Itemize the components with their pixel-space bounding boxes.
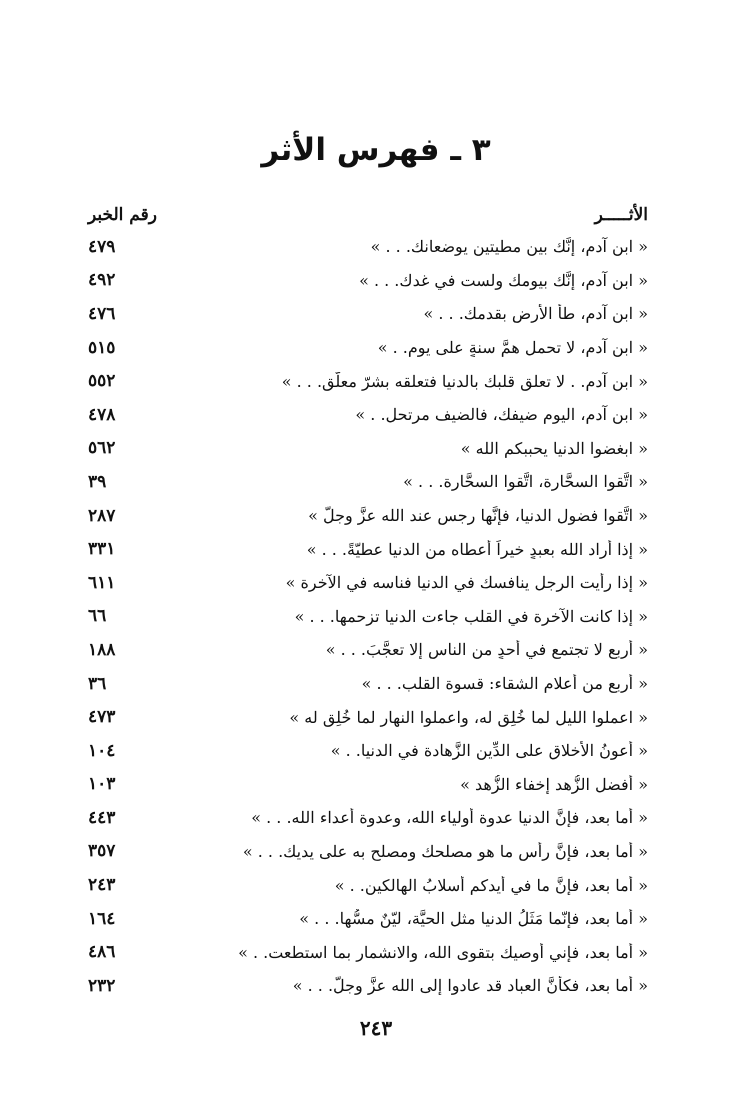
index-entry xyxy=(88,969,648,1003)
index-entry xyxy=(88,768,648,802)
index-entry xyxy=(88,700,648,734)
index-entry xyxy=(88,230,648,264)
entry-number: ٢٨٧ xyxy=(88,505,116,526)
index-entry xyxy=(88,868,648,902)
page-title: ٣ ـ فهرس الأثر xyxy=(261,132,491,168)
entry-text: « ابن آدم. . لا تعلق قلبك بالدنيا فتعلقه بشرّ معلّق. . . » xyxy=(281,371,648,391)
number-column-header: رقم الخبر xyxy=(88,205,157,225)
index-entry xyxy=(88,935,648,969)
index-entry xyxy=(88,600,648,634)
entry-text: « ابغضوا الدنيا يحببكم الله » xyxy=(460,438,648,458)
entry-number: ٤٧٨ xyxy=(88,404,116,425)
entry-text: « أما بعد، فإني أوصيك بتقوى الله، والانشمار بما استطعت. . » xyxy=(238,942,648,962)
entry-text: « أعونُ الأخلاق على الدِّين الزَّهادة في الدنيا. . » xyxy=(330,741,648,761)
entry-number: ١٦٤ xyxy=(88,908,116,929)
index-entry xyxy=(88,902,648,936)
entry-number: ٥١٥ xyxy=(88,337,116,358)
entry-number: ٤٤٣ xyxy=(88,807,116,828)
entry-number: ٣٥٧ xyxy=(88,841,116,862)
entry-text: « أربع من أعلام الشقاء: قسوة القلب. . . » xyxy=(361,674,648,694)
index-entry xyxy=(88,835,648,869)
index-entry xyxy=(88,532,648,566)
entry-text: « اتَّقوا فضول الدنيا، فإنَّها رجس عند الله عزَّ وجلَّ » xyxy=(308,506,648,526)
index-entry xyxy=(88,364,648,398)
index-entry xyxy=(88,398,648,432)
entry-number: ٤٧٣ xyxy=(88,707,116,728)
entry-text: « إذا أراد الله بعبدٍ خيراً أعطاه من الدنيا عطيّةً. . . » xyxy=(306,539,648,559)
entry-text: « أربع لا تجتمع في أحدٍ من الناس إلا تعجَّبَ. . . » xyxy=(325,640,648,660)
athar-column-header: الأثـــــر xyxy=(594,205,648,225)
page-number: ٢٤٣ xyxy=(359,1016,393,1040)
index-entry xyxy=(88,432,648,466)
entry-number: ٣٩ xyxy=(88,471,107,492)
column-header-row xyxy=(88,202,648,228)
entry-number: ١٠٤ xyxy=(88,740,116,761)
entry-text: « إذا رأيت الرجل ينافسك في الدنيا فناسه في الآخرة » xyxy=(285,573,648,593)
index-entry xyxy=(88,667,648,701)
index-entry xyxy=(88,331,648,365)
entry-text: « ابن آدم، طأ الأرض بقدمك. . . » xyxy=(423,304,648,324)
entry-text: « ابن آدم، إنَّك بين مطيتين يوضعانك. . . » xyxy=(370,237,648,257)
index-entry xyxy=(88,566,648,600)
index-entry xyxy=(88,633,648,667)
entry-number: ٥٦٢ xyxy=(88,438,116,459)
entry-text: « أما بعد، فإنَّ الدنيا عدوة أولياء الله، وعدوة أعداء الله. . . » xyxy=(251,808,648,828)
entry-number: ٣٣١ xyxy=(88,539,116,560)
index-entry xyxy=(88,499,648,533)
entry-text: « إذا كانت الآخرة في القلب جاءت الدنيا تزحمها. . . » xyxy=(294,606,648,626)
entry-number: ٤٨٦ xyxy=(88,942,116,963)
entry-text: « ابن آدم، لا تحمل همَّ سنةٍ على يوم. . » xyxy=(377,338,648,358)
entry-number: ٥٥٢ xyxy=(88,371,116,392)
entry-number: ٦٦ xyxy=(88,606,107,627)
entry-number: ١٠٣ xyxy=(88,774,116,795)
index-entry xyxy=(88,264,648,298)
entry-number: ٤٩٢ xyxy=(88,270,116,291)
entry-text: « أما بعد، فإنَّ ما في أيدكم أسلابُ الهالكين. . » xyxy=(334,875,648,895)
entry-number: ٢٤٣ xyxy=(88,875,116,896)
index-entry xyxy=(88,801,648,835)
entry-text: « ابن آدم، إنَّك بيومك ولست في غدك. . . » xyxy=(359,270,648,290)
entry-number: ٢٣٢ xyxy=(88,975,116,996)
index-entry xyxy=(88,465,648,499)
index-entry xyxy=(88,734,648,768)
entry-number: ٤٧٩ xyxy=(88,236,116,257)
entry-number: ٦١١ xyxy=(88,572,116,593)
entry-number: ٤٧٦ xyxy=(88,303,116,324)
entry-text: « أما بعد، فإنَّ رأس ما هو مصلحك ومصلح به على يديك. . . » xyxy=(242,841,648,861)
athar-index-list xyxy=(88,230,648,1003)
entry-number: ٣٦ xyxy=(88,673,107,694)
entry-text: « اتَّقوا السحَّارة، اتَّقوا السحَّارة. . . » xyxy=(403,472,648,492)
entry-text: « اعملوا الليل لما خُلِق له، واعملوا النهار لما خُلِق له » xyxy=(289,707,648,727)
entry-text: « أفضل الزُّهد إخفاء الزُّهد » xyxy=(460,774,648,794)
entry-text: « أما بعد، فكأنَّ العباد قد عادوا إلى الله عزَّ وجلَّ. . . » xyxy=(292,976,648,996)
entry-text: « ابن آدم، اليوم ضيفك، فالضيف مرتحل. . » xyxy=(355,405,648,425)
index-entry xyxy=(88,297,648,331)
entry-number: ١٨٨ xyxy=(88,639,116,660)
entry-text: « أما بعد، فإنّما مَثَلُ الدنيا مثل الحيَّة، ليّنٌ مسُّها. . . » xyxy=(299,909,648,929)
